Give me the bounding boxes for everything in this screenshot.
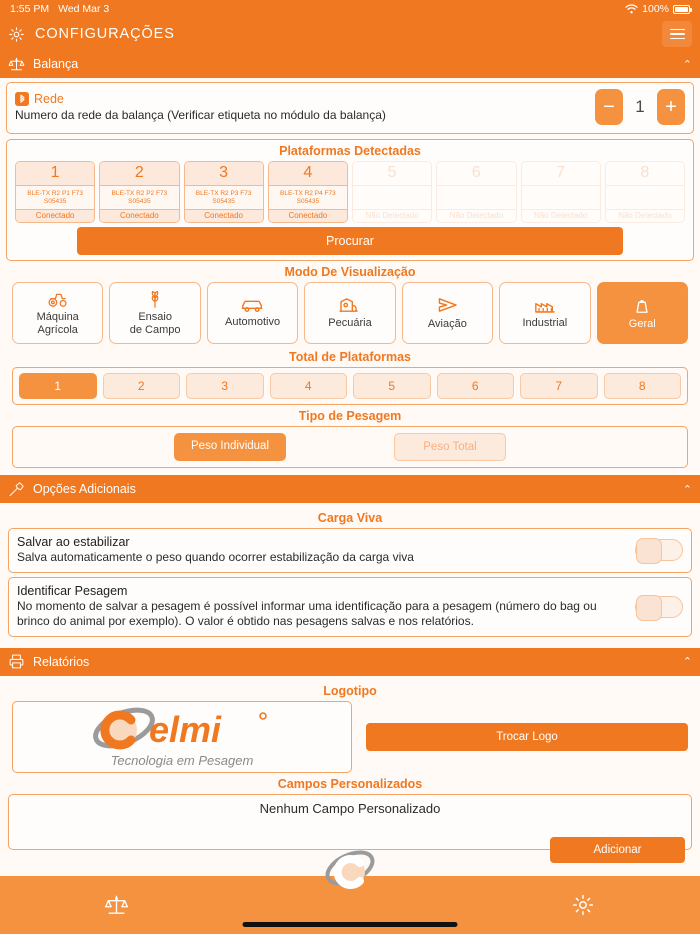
hamburger-menu-icon[interactable] (662, 21, 692, 47)
bottom-nav-weighing[interactable] (0, 893, 233, 918)
mode-label: Aviação (427, 318, 467, 331)
option-description: No momento de salvar a pesagem é possível informar uma identificação para a pesagem (número do bag ou brinco do animal por exemplo). O valor é obtido nas pesagens salvas e nos relatórios. (17, 598, 597, 629)
mode-tile-pecuaria[interactable] (304, 282, 395, 344)
toggle-knob (636, 538, 662, 564)
mode-tile-industrial[interactable] (499, 282, 590, 344)
status-badge: Não Detectado (353, 209, 431, 222)
rede-decrement-button[interactable]: − (595, 89, 623, 125)
platform-number: 8 (606, 162, 684, 186)
status-bar-left (10, 3, 109, 15)
cattle-icon (338, 297, 361, 314)
section-label-opcoes: Opções Adicionais (33, 482, 136, 497)
table-row[interactable] (99, 161, 179, 223)
platform-id: BLE-TX R2 P3 F73 S05435 (195, 190, 252, 206)
procurar-button[interactable]: Procurar (77, 227, 623, 255)
table-row[interactable] (15, 161, 95, 223)
option-salvar-ao-estabilizar (8, 528, 692, 573)
battery-icon (673, 5, 690, 14)
rede-label: Rede (34, 92, 64, 106)
platform-number: 7 (522, 162, 600, 186)
plataformas-title: Plataformas Detectadas (279, 144, 421, 158)
platform-number: 1 (16, 162, 94, 186)
platform-number: 4 (269, 162, 347, 186)
section-header-balanca[interactable] (0, 50, 700, 78)
mode-label: Industrial (522, 317, 568, 330)
mode-tile-maquina-agricola[interactable] (12, 282, 103, 344)
status-badge: Conectado (100, 209, 178, 222)
rede-text-block (15, 92, 595, 122)
celmi-logo-icon[interactable] (322, 842, 378, 898)
scale-icon (104, 893, 129, 918)
carga-viva-title: Carga Viva (317, 511, 383, 526)
relatorios-panel (0, 676, 700, 856)
rede-value: 1 (635, 97, 645, 116)
plataformas-list (7, 161, 693, 227)
rede-card (6, 82, 694, 134)
rede-stepper (595, 89, 685, 125)
option-identificar-pesagem (8, 577, 692, 637)
total-chip-4[interactable]: 4 (270, 373, 348, 399)
campos-personalizados-title: Campos Personalizados (277, 776, 423, 791)
platform-number: 2 (100, 162, 178, 186)
status-badge: Não Detectado (437, 209, 515, 222)
status-badge: Conectado (269, 209, 347, 222)
table-row[interactable] (352, 161, 432, 223)
car-icon (241, 298, 265, 313)
adicionar-button[interactable]: Adicionar (550, 837, 685, 863)
celmi-wordmark-icon (87, 706, 277, 754)
celmi-logo (87, 706, 277, 767)
total-chip-2[interactable]: 2 (103, 373, 181, 399)
tractor-icon (47, 290, 69, 308)
svg-text:elmi: elmi (149, 709, 222, 751)
section-label-relatorios: Relatórios (33, 654, 90, 669)
status-badge: Não Detectado (606, 209, 684, 222)
table-row[interactable] (521, 161, 601, 223)
section-header-relatorios[interactable] (0, 648, 700, 676)
total-chip-3[interactable]: 3 (186, 373, 264, 399)
mode-tile-geral[interactable] (597, 282, 688, 344)
table-row[interactable] (184, 161, 264, 223)
rede-description: Numero da rede da balança (Verificar etiqueta no módulo da balança) (15, 108, 386, 122)
chevron-up-icon-opcoes: ⌃ (682, 483, 692, 496)
tipo-pesagem-group (12, 426, 688, 468)
home-indicator (243, 922, 458, 927)
logotipo-title: Logotipo (323, 683, 377, 698)
mode-tile-automotivo[interactable] (207, 282, 298, 344)
wifi-icon (625, 4, 638, 14)
mode-tile-aviacao[interactable] (402, 282, 493, 344)
printer-icon (8, 653, 25, 670)
total-chip-7[interactable]: 7 (520, 373, 598, 399)
platform-id (522, 186, 600, 209)
weight-icon (633, 296, 651, 315)
platform-number: 5 (353, 162, 431, 186)
logo-tagline: Tecnologia em Pesagem (110, 753, 254, 769)
rede-title-row (15, 92, 595, 106)
platform-id (353, 186, 431, 209)
status-time: 1:55 PM (10, 3, 50, 15)
mode-label: Geral (628, 318, 656, 331)
opcoes-panel (0, 503, 700, 644)
mode-label: Ensaio de Campo (129, 311, 181, 337)
mode-label: Pecuária (328, 317, 372, 330)
option-text-block (17, 535, 635, 566)
rede-increment-button[interactable]: + (657, 89, 685, 125)
tipo-pesagem-title: Tipo de Pesagem (298, 409, 402, 424)
bottom-nav-settings[interactable] (467, 893, 700, 917)
gear-icon (571, 893, 595, 917)
platform-id (606, 186, 684, 209)
app-bar (0, 18, 700, 50)
toggle-identificar-pesagem[interactable] (635, 596, 683, 618)
platform-id: BLE-TX R2 P1 F73 S05435 (27, 190, 83, 206)
plataformas-card (6, 139, 694, 261)
table-row[interactable] (436, 161, 516, 223)
status-bar (0, 0, 700, 18)
balanca-panel (0, 78, 700, 471)
total-chip-6[interactable]: 6 (437, 373, 515, 399)
status-bar-right (625, 3, 690, 15)
platform-id: BLE-TX R2 P4 F73 S05435 (280, 190, 336, 206)
toggle-salvar-ao-estabilizar[interactable] (635, 539, 683, 561)
total-chip-8[interactable]: 8 (604, 373, 682, 399)
option-title: Salvar ao estabilizar (17, 535, 130, 550)
procurar-wrap (7, 227, 693, 260)
option-title: Identificar Pesagem (17, 583, 128, 598)
trocar-logo-button[interactable]: Trocar Logo (366, 723, 688, 751)
total-chip-5[interactable]: 5 (353, 373, 431, 399)
campos-empty-message: Nenhum Campo Personalizado (259, 800, 441, 816)
status-badge: Não Detectado (522, 209, 600, 222)
total-plataformas-group (12, 367, 688, 405)
scale-icon (8, 56, 25, 73)
section-label-balanca: Balança (33, 57, 79, 71)
factory-icon (534, 297, 556, 314)
logo-preview (12, 701, 352, 773)
chevron-up-icon-relatorios: ⌃ (682, 656, 692, 669)
bluetooth-icon (15, 92, 29, 106)
section-header-opcoes[interactable] (0, 475, 700, 503)
page-title: CONFIGURAÇÕES (35, 26, 175, 42)
option-description: Salva automaticamente o peso quando ocorrer estabilização da carga viva (17, 550, 414, 565)
gear-icon (8, 26, 25, 43)
platform-number: 3 (185, 162, 263, 186)
mode-label: Máquina Agrícola (36, 311, 79, 337)
peso-total-button[interactable]: Peso Total (394, 433, 506, 461)
table-row[interactable] (268, 161, 348, 223)
logotipo-row (6, 701, 694, 773)
status-date: Wed Mar 3 (58, 3, 110, 15)
status-badge: Conectado (16, 209, 94, 222)
option-text-block (17, 584, 635, 630)
toggle-knob (636, 595, 662, 621)
mode-label: Automotivo (225, 316, 281, 329)
status-badge: Conectado (185, 209, 263, 222)
wheat-icon (145, 290, 165, 308)
settings-content (0, 50, 700, 934)
hammer-icon (8, 481, 25, 498)
modo-visualizacao-list (6, 282, 694, 346)
table-row[interactable] (605, 161, 685, 223)
platform-id (437, 186, 515, 209)
platform-number: 6 (437, 162, 515, 186)
modo-visualizacao-title: Modo De Visualização (284, 265, 416, 280)
mode-tile-ensaio-de-campo[interactable] (109, 282, 200, 344)
battery-percent: 100% (642, 3, 669, 15)
total-chip-1[interactable]: 1 (19, 373, 97, 399)
total-plataformas-title: Total de Plataformas (288, 350, 412, 365)
chevron-up-icon-balanca: ⌃ (682, 58, 692, 71)
airplane-icon (437, 296, 458, 315)
platform-id: BLE-TX R2 P2 F73 S05435 (111, 190, 168, 206)
peso-individual-button[interactable]: Peso Individual (174, 433, 286, 461)
